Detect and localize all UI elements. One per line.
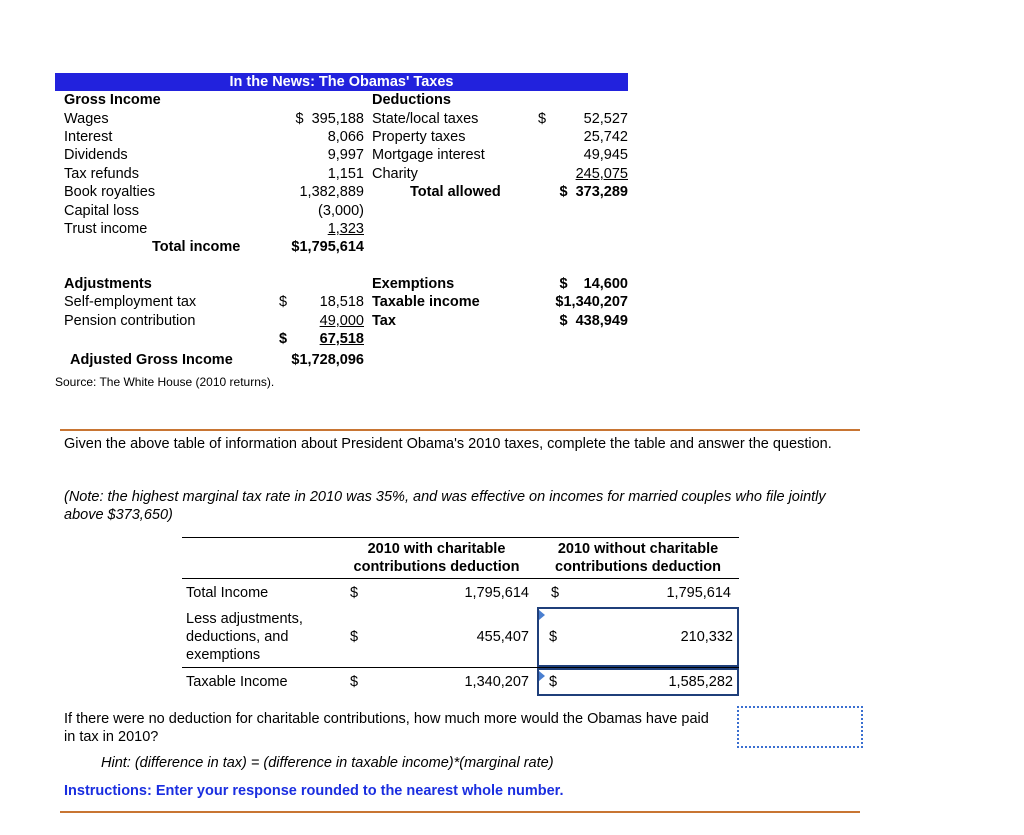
agi-label: Adjusted Gross Income — [70, 351, 233, 368]
adjustments-heading: Adjustments — [64, 276, 152, 293]
income-amount: $ 395,188 — [295, 110, 364, 127]
income-label: Book royalties — [64, 184, 156, 201]
adjustment-label: Self-employment tax — [64, 294, 197, 311]
divider-bottom — [60, 811, 860, 813]
adjustment-amount: 49,000 — [319, 312, 364, 329]
instructions: Instructions: Enter your response rounded to the nearest whole number. — [64, 783, 564, 799]
income-amount: 1,382,889 — [299, 184, 364, 201]
value-with: 1,795,614 — [464, 584, 529, 601]
dollar-sign: $ — [549, 673, 558, 690]
dollar-sign: $ — [350, 673, 359, 690]
col1-header: 2010 with charitable contributions deduction — [336, 538, 537, 579]
row-label: Taxable Income — [186, 673, 288, 690]
income-amount: 9,997 — [327, 147, 364, 164]
deduction-amount: 49,945 — [583, 147, 628, 164]
deduction-amount: 245,075 — [575, 165, 628, 182]
dollar-sign: $ — [350, 628, 359, 645]
income-label: Wages — [64, 110, 109, 127]
income-amount: 1,151 — [327, 165, 364, 182]
deduction-label: Property taxes — [372, 128, 466, 145]
answer-table — [182, 537, 739, 696]
income-label: Trust income — [64, 220, 148, 237]
col2-header: 2010 without charitable contributions deduction — [537, 538, 739, 579]
exemptions-label: Exemptions — [372, 276, 455, 293]
row-label: Total Income — [186, 584, 269, 601]
total-income: $1,795,614 — [291, 239, 364, 256]
exemptions: $ 14,600 — [559, 276, 628, 293]
tax: $ 438,949 — [559, 312, 628, 329]
divider-top — [60, 429, 860, 431]
income-label: Dividends — [64, 147, 128, 164]
income-amount: 1,323 — [327, 220, 364, 237]
news-title: In the News: The Obamas' Taxes — [55, 73, 628, 91]
adjustments-total: 67,518 — [319, 331, 364, 348]
total-income-label: Total income — [152, 239, 241, 256]
agi: $1,728,096 — [291, 351, 364, 368]
gross-income-heading: Gross Income — [64, 92, 161, 109]
deductions-heading: Deductions — [372, 92, 451, 109]
income-label: Tax refunds — [64, 165, 139, 182]
question-note: (Note: the highest marginal tax rate in 2010 was 35%, and was effective on incomes for married couples who file jointly above $373,650) — [64, 489, 826, 523]
income-amount: 8,066 — [327, 128, 364, 145]
deduction-amount: 25,742 — [583, 128, 628, 145]
adjustment-amount: 18,518 — [319, 294, 364, 311]
value-without: 1,795,614 — [666, 584, 731, 601]
source-note: Source: The White House (2010 returns). — [55, 375, 275, 390]
income-amount: (3,000) — [318, 202, 364, 219]
row-label: Less adjustments, deductions, and exemptions — [186, 610, 303, 663]
total-allowed-label: Total allowed — [410, 184, 501, 201]
value-with: 455,407 — [476, 628, 529, 645]
hint: Hint: (difference in tax) = (difference in taxable income)*(marginal rate) — [101, 755, 554, 771]
income-label: Capital loss — [64, 202, 139, 219]
dollar-sign: $ — [350, 584, 359, 601]
tax-label: Tax — [372, 312, 396, 329]
dollar-sign: $ — [538, 110, 547, 127]
dollar-sign: $ — [549, 628, 558, 645]
deduction-label: Charity — [372, 165, 418, 182]
value-without: 210,332 — [680, 628, 733, 645]
news-table: In the News: The Obamas' Taxes Gross Income Deductions Wages $ 395,188 State/local taxes $ 52,527 Interest 8,066 Property taxes 25,742 Dividends 9,997 Mortgage interest 49,945 Tax refunds 1,151 Charity 245,075 Book royalties 1,382,889 Total allowed $ 373,289 Capital loss (3,000) Trust income 1,323 Total income $1,795,614 Adjustments Exemptions $ 14,600 Self-employment tax $ 18,518 Taxable income $1,340,207 Pension contribution 49,000 Tax $ 438,949 $ 67,518 Adjusted Gross Income $1,728,096 Source: The White House (2010 returns). — [55, 74, 628, 390]
dollar-sign: $ — [551, 584, 560, 601]
deduction-label: State/local taxes — [372, 110, 479, 127]
deduction-label: Mortgage interest — [372, 147, 485, 164]
taxable-income: $1,340,207 — [555, 294, 628, 311]
question-intro: Given the above table of information about President Obama's 2010 taxes, complete the table and answer the question. — [64, 436, 832, 452]
total-allowed: $ 373,289 — [559, 184, 628, 201]
value-without: 1,585,282 — [668, 673, 733, 690]
taxable-income-label: Taxable income — [372, 294, 480, 311]
adjustment-label: Pension contribution — [64, 312, 196, 329]
income-label: Interest — [64, 128, 113, 145]
answer-input[interactable] — [737, 706, 863, 748]
value-with: 1,340,207 — [464, 673, 529, 690]
less-adjustments-without-input[interactable] — [537, 607, 739, 667]
taxable-income-without-input[interactable] — [537, 668, 739, 696]
deduction-amount: 52,527 — [583, 110, 628, 127]
question-prompt: If there were no deduction for charitable contributions, how much more would the Obamas have paid in tax in 2010? — [64, 711, 709, 745]
